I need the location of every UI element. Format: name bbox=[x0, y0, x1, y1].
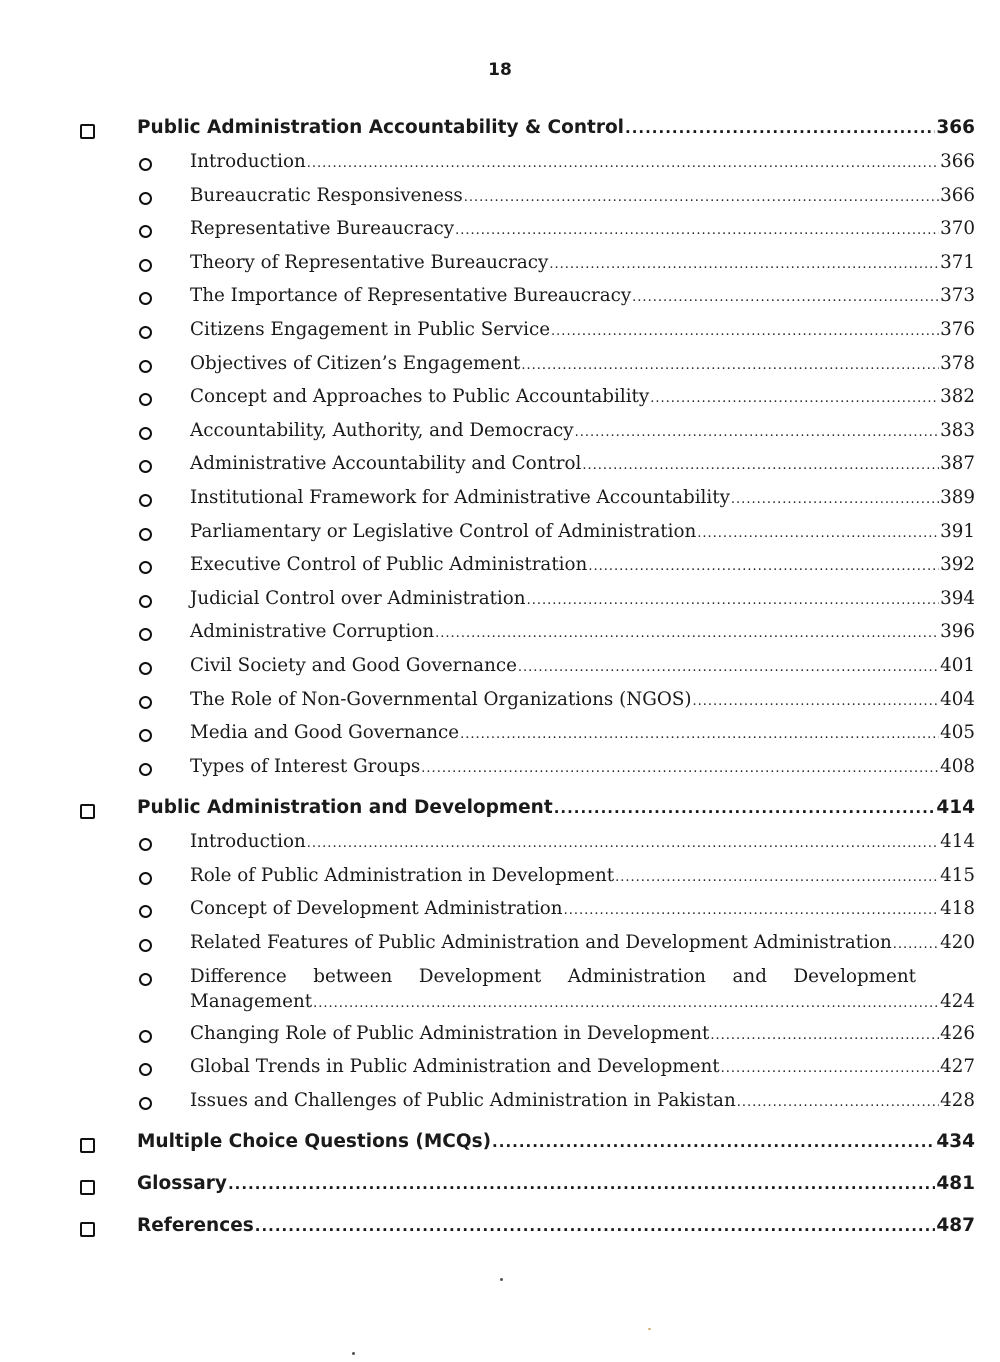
toc-item-page: 391 bbox=[940, 520, 975, 542]
toc-item-word: Development bbox=[418, 965, 542, 987]
dot-leader bbox=[255, 1217, 936, 1235]
bullet-circle-icon bbox=[139, 595, 152, 608]
toc-item-title: Role of Public Administration in Development bbox=[190, 864, 615, 886]
dot-leader bbox=[721, 1061, 940, 1076]
toc-item-row bbox=[190, 756, 975, 777]
toc-item-row bbox=[190, 1023, 975, 1044]
toc-item-title: Objectives of Citizen’s Engagement bbox=[190, 352, 521, 374]
toc-item-row bbox=[190, 521, 975, 542]
toc-item-title: Citizens Engagement in Public Service bbox=[190, 318, 551, 340]
dot-leader bbox=[650, 391, 939, 406]
toc-item[interactable] bbox=[0, 963, 1000, 1020]
toc-heading-page: 487 bbox=[936, 1215, 975, 1237]
toc-item-page: 382 bbox=[940, 386, 975, 408]
toc-item-page: 366 bbox=[940, 184, 975, 206]
toc-item-row bbox=[190, 1090, 975, 1111]
toc-item-page: 415 bbox=[940, 864, 975, 886]
bullet-circle-icon bbox=[139, 1097, 152, 1110]
toc-heading-title: Public Administration Accountability & Control bbox=[137, 117, 625, 138]
section-spacer bbox=[0, 1204, 1000, 1212]
toc-item-page: 387 bbox=[940, 453, 975, 475]
toc-item-row bbox=[190, 689, 975, 710]
toc-item[interactable] bbox=[0, 417, 1000, 451]
bullet-circle-icon bbox=[139, 427, 152, 440]
toc-item-title: Parliamentary or Legislative Control of Administration bbox=[190, 520, 697, 542]
toc-item[interactable] bbox=[0, 484, 1000, 518]
bullet-circle-icon bbox=[139, 1063, 152, 1076]
toc-item-word: and bbox=[732, 965, 767, 987]
toc-item-page: 428 bbox=[940, 1089, 975, 1111]
toc-item-title: Changing Role of Public Administration in Development bbox=[190, 1022, 710, 1044]
toc-item-title: Types of Interest Groups bbox=[190, 755, 421, 777]
dot-leader bbox=[554, 799, 936, 817]
toc-item-title: Theory of Representative Bureaucracy bbox=[190, 251, 549, 273]
bullet-circle-icon bbox=[139, 729, 152, 742]
toc-item-title: Concept of Development Administration bbox=[190, 898, 563, 920]
toc-section bbox=[0, 1212, 1000, 1254]
toc-item-title: Concept and Approaches to Public Accountability bbox=[190, 386, 650, 408]
toc-item-row bbox=[190, 218, 975, 239]
toc-section bbox=[0, 1128, 1000, 1170]
toc-item[interactable] bbox=[0, 148, 1000, 182]
toc-heading-title: Glossary bbox=[137, 1173, 227, 1195]
toc-heading[interactable] bbox=[0, 1212, 1000, 1246]
toc-item-title: Bureaucratic Responsiveness bbox=[190, 184, 463, 206]
toc-item-title: Accountability, Authority, and Democracy bbox=[190, 419, 574, 441]
toc-item-page: 414 bbox=[940, 831, 975, 853]
toc-heading-title: Multiple Choice Questions (MCQs) bbox=[137, 1131, 492, 1153]
checkbox-square-icon bbox=[80, 1180, 95, 1195]
toc-item-row bbox=[190, 151, 975, 172]
toc-item-row bbox=[190, 252, 975, 273]
bullet-circle-icon bbox=[139, 360, 152, 373]
toc-item[interactable] bbox=[0, 929, 1000, 963]
toc-item-title: The Importance of Representative Bureaucracy bbox=[190, 285, 632, 307]
scan-speck bbox=[648, 1328, 651, 1330]
bullet-circle-icon bbox=[139, 192, 152, 205]
dot-leader bbox=[228, 1175, 935, 1193]
dot-leader bbox=[615, 870, 939, 885]
toc-item-title: Representative Bureaucracy bbox=[190, 218, 455, 240]
dot-leader bbox=[464, 190, 939, 205]
toc-item-row bbox=[190, 621, 975, 642]
toc-item-row bbox=[190, 319, 975, 340]
toc-item-row bbox=[190, 185, 975, 206]
toc-item-page: 396 bbox=[940, 621, 975, 643]
toc-item-row bbox=[190, 285, 975, 306]
toc-item-word: Administration bbox=[567, 965, 706, 987]
toc-heading-page: 366 bbox=[936, 117, 975, 138]
dot-leader bbox=[435, 626, 939, 641]
scan-speck bbox=[500, 1278, 503, 1281]
toc-item-title: Civil Society and Good Governance bbox=[190, 654, 517, 676]
toc-item-page: 376 bbox=[940, 318, 975, 340]
dot-leader bbox=[521, 358, 939, 373]
toc-item-page: 424 bbox=[940, 990, 975, 1012]
toc-item-page: 370 bbox=[940, 218, 975, 240]
toc-item-title: Management bbox=[190, 990, 313, 1012]
toc-heading[interactable] bbox=[0, 1170, 1000, 1204]
toc-item-title: Institutional Framework for Administrative Accountability bbox=[190, 486, 730, 508]
toc-item-row bbox=[190, 588, 975, 609]
dot-leader bbox=[460, 727, 939, 742]
toc-item-word: Development bbox=[793, 965, 916, 987]
toc-item[interactable] bbox=[0, 182, 1000, 216]
dot-leader bbox=[731, 492, 939, 507]
toc-item[interactable] bbox=[0, 1053, 1000, 1087]
bullet-circle-icon bbox=[139, 838, 152, 851]
scan-speck bbox=[352, 1352, 355, 1355]
toc-heading[interactable] bbox=[0, 114, 1000, 148]
dot-leader bbox=[492, 1133, 935, 1151]
dot-leader bbox=[518, 660, 939, 675]
toc-item-title: Introduction bbox=[190, 831, 306, 853]
toc-heading-title: References bbox=[137, 1215, 254, 1237]
toc-item-row bbox=[190, 831, 975, 852]
dot-leader bbox=[551, 324, 939, 339]
dot-leader bbox=[632, 290, 939, 305]
toc-heading-page: 414 bbox=[936, 797, 975, 819]
section-spacer bbox=[0, 1246, 1000, 1254]
toc-item-title-line bbox=[190, 966, 916, 987]
dot-leader bbox=[575, 425, 940, 440]
toc-item[interactable] bbox=[0, 686, 1000, 720]
toc-heading[interactable] bbox=[0, 794, 1000, 828]
toc-item[interactable] bbox=[0, 450, 1000, 484]
section-spacer bbox=[0, 1120, 1000, 1128]
toc-item-row bbox=[190, 932, 975, 953]
toc-item-page: 394 bbox=[940, 587, 975, 609]
toc-item-row bbox=[190, 991, 975, 1012]
toc-item-row bbox=[190, 453, 975, 474]
toc-item-page: 383 bbox=[940, 419, 975, 441]
bullet-circle-icon bbox=[139, 973, 152, 986]
dot-leader bbox=[421, 761, 939, 776]
dot-leader bbox=[697, 526, 939, 541]
toc-item[interactable] bbox=[0, 585, 1000, 619]
bullet-circle-icon bbox=[139, 528, 152, 541]
toc-item-page: 426 bbox=[940, 1022, 975, 1044]
dot-leader bbox=[737, 1095, 939, 1110]
toc-item-row bbox=[190, 865, 975, 886]
section-spacer bbox=[0, 786, 1000, 794]
toc-item-row bbox=[190, 554, 975, 575]
toc-item-page: 404 bbox=[940, 688, 975, 710]
toc-heading-row bbox=[137, 1173, 975, 1194]
toc-item[interactable] bbox=[0, 652, 1000, 686]
toc-item-page: 392 bbox=[940, 554, 975, 576]
toc-item-row bbox=[190, 487, 975, 508]
toc-item-page: 401 bbox=[940, 654, 975, 676]
toc-item-title: Global Trends in Public Administration and Development bbox=[190, 1056, 720, 1078]
toc-item-title: The Role of Non-Governmental Organizations (NGOS) bbox=[190, 688, 692, 710]
bullet-circle-icon bbox=[139, 696, 152, 709]
checkbox-square-icon bbox=[80, 1222, 95, 1237]
toc-item[interactable] bbox=[0, 215, 1000, 249]
toc-item-page: 371 bbox=[940, 251, 975, 273]
dot-leader bbox=[549, 257, 939, 272]
toc-item-title: Issues and Challenges of Public Administration in Pakistan bbox=[190, 1089, 736, 1111]
toc-heading[interactable] bbox=[0, 1128, 1000, 1162]
dot-leader bbox=[693, 694, 940, 709]
toc-item[interactable] bbox=[0, 249, 1000, 283]
dot-leader bbox=[893, 937, 939, 952]
toc-section bbox=[0, 794, 1000, 1128]
bullet-circle-icon bbox=[139, 292, 152, 305]
toc-item-title: Administrative Accountability and Control bbox=[190, 453, 582, 475]
toc-item-row bbox=[190, 655, 975, 676]
bullet-circle-icon bbox=[139, 158, 152, 171]
toc-item-page: 427 bbox=[940, 1056, 975, 1078]
toc-item-title: Media and Good Governance bbox=[190, 722, 460, 744]
toc-item-word: between bbox=[313, 965, 393, 987]
dot-leader bbox=[307, 836, 939, 851]
checkbox-square-icon bbox=[80, 804, 95, 819]
table-of-contents bbox=[0, 114, 1000, 1254]
toc-item-page: 366 bbox=[940, 151, 975, 172]
toc-item-title: Administrative Corruption bbox=[190, 621, 435, 643]
toc-item[interactable] bbox=[0, 350, 1000, 384]
checkbox-square-icon bbox=[80, 1138, 95, 1153]
toc-section bbox=[0, 1170, 1000, 1212]
dot-leader bbox=[564, 903, 940, 918]
toc-item-row bbox=[190, 898, 975, 919]
bullet-circle-icon bbox=[139, 393, 152, 406]
dot-leader bbox=[625, 119, 935, 137]
toc-item[interactable] bbox=[0, 551, 1000, 585]
toc-item[interactable] bbox=[0, 719, 1000, 753]
dot-leader bbox=[588, 559, 939, 574]
bullet-circle-icon bbox=[139, 905, 152, 918]
toc-item-title: Executive Control of Public Administration bbox=[190, 554, 588, 576]
dot-leader bbox=[710, 1028, 939, 1043]
toc-item-title: Introduction bbox=[190, 151, 306, 172]
toc-item[interactable] bbox=[0, 1087, 1000, 1121]
toc-heading-row bbox=[137, 797, 975, 818]
toc-item[interactable] bbox=[0, 862, 1000, 896]
bullet-circle-icon bbox=[139, 326, 152, 339]
toc-item[interactable] bbox=[0, 383, 1000, 417]
bullet-circle-icon bbox=[139, 1030, 152, 1043]
toc-item-row bbox=[190, 420, 975, 441]
toc-item[interactable] bbox=[0, 316, 1000, 350]
dot-leader bbox=[313, 996, 939, 1011]
dot-leader bbox=[307, 156, 939, 171]
toc-item-title: Related Features of Public Administration and Development Administration bbox=[190, 932, 892, 954]
bullet-circle-icon bbox=[139, 561, 152, 574]
bullet-circle-icon bbox=[139, 763, 152, 776]
toc-heading-title: Public Administration and Development bbox=[137, 797, 553, 819]
toc-item[interactable] bbox=[0, 618, 1000, 652]
toc-heading-page: 434 bbox=[936, 1131, 975, 1153]
bullet-circle-icon bbox=[139, 494, 152, 507]
dot-leader bbox=[527, 593, 940, 608]
toc-item-row bbox=[190, 1056, 975, 1077]
dot-leader bbox=[582, 458, 939, 473]
toc-item-word: Difference bbox=[190, 965, 287, 987]
checkbox-square-icon bbox=[80, 124, 95, 139]
section-spacer bbox=[0, 1162, 1000, 1170]
toc-item-page: 405 bbox=[940, 722, 975, 744]
toc-heading-row bbox=[137, 1215, 975, 1236]
toc-item-page: 420 bbox=[940, 932, 975, 954]
toc-section bbox=[0, 114, 1000, 794]
dot-leader bbox=[455, 223, 939, 238]
bullet-circle-icon bbox=[139, 460, 152, 473]
toc-item-page: 408 bbox=[940, 755, 975, 777]
toc-item-row bbox=[190, 353, 975, 374]
toc-item[interactable] bbox=[0, 282, 1000, 316]
bullet-circle-icon bbox=[139, 662, 152, 675]
toc-item[interactable] bbox=[0, 1020, 1000, 1054]
bullet-circle-icon bbox=[139, 225, 152, 238]
toc-item-row bbox=[190, 722, 975, 743]
toc-item[interactable] bbox=[0, 828, 1000, 862]
toc-item[interactable] bbox=[0, 518, 1000, 552]
bullet-circle-icon bbox=[139, 939, 152, 952]
toc-item-row bbox=[190, 386, 975, 407]
toc-item[interactable] bbox=[0, 753, 1000, 787]
toc-item-page: 378 bbox=[940, 352, 975, 374]
toc-item[interactable] bbox=[0, 895, 1000, 929]
toc-heading-row bbox=[137, 1131, 975, 1152]
toc-item-title: Judicial Control over Administration bbox=[190, 587, 526, 609]
bullet-circle-icon bbox=[139, 628, 152, 641]
bullet-circle-icon bbox=[139, 259, 152, 272]
page-number: 18 bbox=[488, 60, 512, 80]
toc-item-page: 373 bbox=[940, 285, 975, 307]
toc-item-page: 418 bbox=[940, 898, 975, 920]
toc-heading-row bbox=[137, 117, 975, 138]
toc-heading-page: 481 bbox=[936, 1173, 975, 1195]
toc-item-page: 389 bbox=[940, 486, 975, 508]
bullet-circle-icon bbox=[139, 872, 152, 885]
